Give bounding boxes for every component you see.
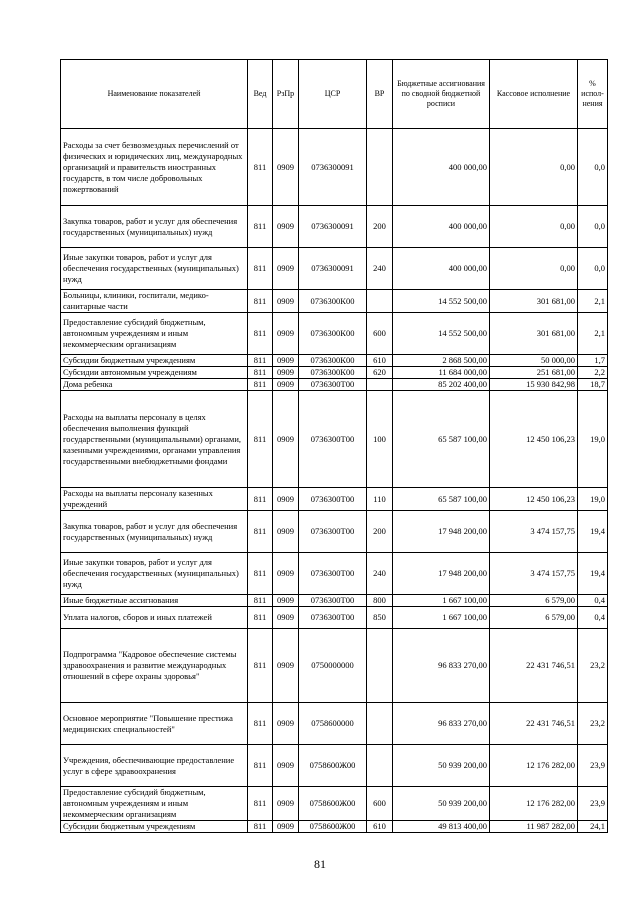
cell-ved: 811 <box>248 703 273 745</box>
cell-name: Закупка товаров, работ и услуг для обеспечения государственных (муниципальных) нужд <box>61 511 248 553</box>
cell-csr: 0758600000 <box>299 703 367 745</box>
cell-pct: 2,2 <box>578 367 608 379</box>
cell-cash: 6 579,00 <box>490 595 578 607</box>
cell-pct: 2,1 <box>578 290 608 313</box>
table-row <box>61 379 608 391</box>
table-row <box>61 290 608 313</box>
cell-cash: 251 681,00 <box>490 367 578 379</box>
cell-ved: 811 <box>248 511 273 553</box>
cell-rzpr: 0909 <box>273 629 299 703</box>
cell-cash: 12 176 282,00 <box>490 787 578 821</box>
cell-pct: 23,2 <box>578 629 608 703</box>
header-ved: Вед <box>248 60 273 129</box>
cell-vr: 600 <box>367 787 393 821</box>
cell-assign: 65 587 100,00 <box>393 488 490 511</box>
cell-vr: 110 <box>367 488 393 511</box>
cell-assign: 17 948 200,00 <box>393 511 490 553</box>
cell-csr: 0736300091 <box>299 248 367 290</box>
cell-cash: 301 681,00 <box>490 313 578 355</box>
cell-ved: 811 <box>248 367 273 379</box>
cell-name: Дома ребенка <box>61 379 248 391</box>
table-row <box>61 488 608 511</box>
cell-pct: 23,9 <box>578 745 608 787</box>
cell-pct: 2,1 <box>578 313 608 355</box>
cell-csr: 0736300Т00 <box>299 595 367 607</box>
cell-cash: 22 431 746,51 <box>490 703 578 745</box>
cell-vr: 800 <box>367 595 393 607</box>
cell-vr: 200 <box>367 206 393 248</box>
table-row <box>61 511 608 553</box>
cell-rzpr: 0909 <box>273 511 299 553</box>
table-row <box>61 787 608 821</box>
cell-assign: 11 684 000,00 <box>393 367 490 379</box>
cell-cash: 12 450 106,23 <box>490 488 578 511</box>
cell-ved: 811 <box>248 488 273 511</box>
cell-cash: 0,00 <box>490 248 578 290</box>
cell-rzpr: 0909 <box>273 248 299 290</box>
cell-pct: 0,4 <box>578 595 608 607</box>
cell-vr: 600 <box>367 313 393 355</box>
table-row <box>61 607 608 629</box>
table-row <box>61 313 608 355</box>
cell-assign: 96 833 270,00 <box>393 629 490 703</box>
cell-ved: 811 <box>248 290 273 313</box>
cell-csr: 0758600Ж00 <box>299 821 367 833</box>
cell-vr: 610 <box>367 821 393 833</box>
table-row <box>61 703 608 745</box>
cell-cash: 3 474 157,75 <box>490 553 578 595</box>
budget-execution-table <box>60 59 608 833</box>
cell-ved: 811 <box>248 248 273 290</box>
cell-assign: 49 813 400,00 <box>393 821 490 833</box>
cell-csr: 0736300Т00 <box>299 488 367 511</box>
cell-pct: 0,0 <box>578 206 608 248</box>
cell-rzpr: 0909 <box>273 488 299 511</box>
cell-pct: 19,0 <box>578 391 608 488</box>
cell-pct: 1,7 <box>578 355 608 367</box>
cell-name: Субсидии автономным учреждениям <box>61 367 248 379</box>
cell-cash: 12 450 106,23 <box>490 391 578 488</box>
cell-assign: 14 552 500,00 <box>393 290 490 313</box>
cell-rzpr: 0909 <box>273 821 299 833</box>
cell-csr: 0736300Т00 <box>299 607 367 629</box>
cell-ved: 811 <box>248 379 273 391</box>
cell-pct: 19,0 <box>578 488 608 511</box>
header-cash-execution: Кассовое исполнение <box>490 60 578 129</box>
cell-name: Основное мероприятие "Повышение престижа медицинских специальностей" <box>61 703 248 745</box>
cell-csr: 0736300091 <box>299 206 367 248</box>
cell-cash: 3 474 157,75 <box>490 511 578 553</box>
table-row <box>61 355 608 367</box>
cell-vr: 240 <box>367 553 393 595</box>
cell-pct: 19,4 <box>578 511 608 553</box>
table-row <box>61 129 608 206</box>
cell-cash: 50 000,00 <box>490 355 578 367</box>
cell-assign: 400 000,00 <box>393 248 490 290</box>
cell-vr <box>367 290 393 313</box>
cell-vr: 100 <box>367 391 393 488</box>
cell-cash: 12 176 282,00 <box>490 745 578 787</box>
cell-ved: 811 <box>248 129 273 206</box>
table-row <box>61 367 608 379</box>
cell-vr <box>367 629 393 703</box>
cell-csr: 0736300Т00 <box>299 391 367 488</box>
cell-rzpr: 0909 <box>273 129 299 206</box>
cell-assign: 14 552 500,00 <box>393 313 490 355</box>
cell-assign: 96 833 270,00 <box>393 703 490 745</box>
table-row <box>61 553 608 595</box>
cell-cash: 0,00 <box>490 206 578 248</box>
cell-rzpr: 0909 <box>273 553 299 595</box>
cell-assign: 85 202 400,00 <box>393 379 490 391</box>
table-row <box>61 629 608 703</box>
cell-vr: 850 <box>367 607 393 629</box>
cell-assign: 400 000,00 <box>393 206 490 248</box>
table-row <box>61 821 608 833</box>
cell-name: Субсидии бюджетным учреждениям <box>61 821 248 833</box>
cell-rzpr: 0909 <box>273 703 299 745</box>
table-row <box>61 391 608 488</box>
cell-name: Закупка товаров, работ и услуг для обеспечения государственных (муниципальных) нужд <box>61 206 248 248</box>
cell-ved: 811 <box>248 355 273 367</box>
cell-cash: 6 579,00 <box>490 607 578 629</box>
cell-ved: 811 <box>248 391 273 488</box>
cell-cash: 15 930 842,98 <box>490 379 578 391</box>
cell-vr <box>367 129 393 206</box>
cell-pct: 0,4 <box>578 607 608 629</box>
cell-csr: 0736300К00 <box>299 355 367 367</box>
cell-ved: 811 <box>248 745 273 787</box>
cell-csr: 0750000000 <box>299 629 367 703</box>
cell-pct: 23,9 <box>578 787 608 821</box>
cell-cash: 22 431 746,51 <box>490 629 578 703</box>
cell-ved: 811 <box>248 607 273 629</box>
cell-assign: 50 939 200,00 <box>393 787 490 821</box>
cell-rzpr: 0909 <box>273 206 299 248</box>
cell-name: Больницы, клиники, госпитали, медико-санитарные части <box>61 290 248 313</box>
cell-ved: 811 <box>248 629 273 703</box>
cell-cash: 11 987 282,00 <box>490 821 578 833</box>
cell-name: Расходы за счет безвозмездных перечислений от физических и юридических лиц, международных организаций и правительств иностранных государств, в том числе добровольных пожертвований <box>61 129 248 206</box>
cell-vr: 240 <box>367 248 393 290</box>
header-name: Наименование показателей <box>61 60 248 129</box>
cell-rzpr: 0909 <box>273 379 299 391</box>
cell-assign: 1 667 100,00 <box>393 595 490 607</box>
table-body <box>61 129 608 833</box>
cell-csr: 0736300К00 <box>299 313 367 355</box>
cell-ved: 811 <box>248 553 273 595</box>
cell-assign: 2 868 500,00 <box>393 355 490 367</box>
cell-rzpr: 0909 <box>273 313 299 355</box>
cell-vr: 610 <box>367 355 393 367</box>
table-row <box>61 745 608 787</box>
cell-assign: 65 587 100,00 <box>393 391 490 488</box>
cell-csr: 0758600Ж00 <box>299 745 367 787</box>
cell-assign: 17 948 200,00 <box>393 553 490 595</box>
header-assignments: Бюджетные ассигнования по сводной бюджетной росписи <box>393 60 490 129</box>
page-number: 81 <box>314 857 326 871</box>
table-row <box>61 206 608 248</box>
cell-vr: 620 <box>367 367 393 379</box>
cell-ved: 811 <box>248 313 273 355</box>
cell-assign: 50 939 200,00 <box>393 745 490 787</box>
cell-name: Расходы на выплаты персоналу казенных учреждений <box>61 488 248 511</box>
cell-pct: 18,7 <box>578 379 608 391</box>
table-header-row <box>61 60 608 129</box>
cell-pct: 0,0 <box>578 248 608 290</box>
cell-vr <box>367 379 393 391</box>
header-vr: ВР <box>367 60 393 129</box>
cell-csr: 0736300Т00 <box>299 553 367 595</box>
cell-ved: 811 <box>248 206 273 248</box>
header-csr: ЦСР <box>299 60 367 129</box>
cell-csr: 0736300Т00 <box>299 511 367 553</box>
cell-csr: 0736300091 <box>299 129 367 206</box>
cell-pct: 0,0 <box>578 129 608 206</box>
cell-name: Субсидии бюджетным учреждениям <box>61 355 248 367</box>
cell-name: Подпрограмма "Кадровое обеспечение системы здравоохранения и развитие международных отношений в сфере охраны здоровья" <box>61 629 248 703</box>
header-rzpr: РзПр <box>273 60 299 129</box>
cell-pct: 19,4 <box>578 553 608 595</box>
cell-csr: 0736300К00 <box>299 290 367 313</box>
cell-vr <box>367 703 393 745</box>
cell-name: Предоставление субсидий бюджетным, автономным учреждениям и иным некоммерческим организациям <box>61 313 248 355</box>
cell-csr: 0758600Ж00 <box>299 787 367 821</box>
cell-rzpr: 0909 <box>273 595 299 607</box>
cell-name: Иные закупки товаров, работ и услуг для обеспечения государственных (муниципальных) нужд <box>61 553 248 595</box>
cell-cash: 0,00 <box>490 129 578 206</box>
cell-ved: 811 <box>248 787 273 821</box>
header-percent: % испол- нения <box>578 60 608 129</box>
cell-cash: 301 681,00 <box>490 290 578 313</box>
cell-rzpr: 0909 <box>273 367 299 379</box>
cell-ved: 811 <box>248 821 273 833</box>
cell-vr <box>367 745 393 787</box>
cell-name: Уплата налогов, сборов и иных платежей <box>61 607 248 629</box>
cell-csr: 0736300Т00 <box>299 379 367 391</box>
cell-name: Иные закупки товаров, работ и услуг для обеспечения государственных (муниципальных) нужд <box>61 248 248 290</box>
cell-rzpr: 0909 <box>273 290 299 313</box>
cell-rzpr: 0909 <box>273 355 299 367</box>
cell-vr: 200 <box>367 511 393 553</box>
cell-rzpr: 0909 <box>273 607 299 629</box>
cell-pct: 23,2 <box>578 703 608 745</box>
cell-assign: 1 667 100,00 <box>393 607 490 629</box>
table-row <box>61 595 608 607</box>
cell-ved: 811 <box>248 595 273 607</box>
cell-rzpr: 0909 <box>273 391 299 488</box>
cell-assign: 400 000,00 <box>393 129 490 206</box>
cell-csr: 0736300К00 <box>299 367 367 379</box>
cell-name: Учреждения, обеспечивающие предоставление услуг в сфере здравоохранения <box>61 745 248 787</box>
cell-pct: 24,1 <box>578 821 608 833</box>
cell-rzpr: 0909 <box>273 787 299 821</box>
cell-name: Иные бюджетные ассигнования <box>61 595 248 607</box>
table-row <box>61 248 608 290</box>
cell-name: Предоставление субсидий бюджетным, автономным учреждениям и иным некоммерческим организациям <box>61 787 248 821</box>
cell-rzpr: 0909 <box>273 745 299 787</box>
cell-name: Расходы на выплаты персоналу в целях обеспечения выполнения функций государственными (муниципальными) органами, казенными учреждениями, органами управления государственными внебюджетными фондами <box>61 391 248 488</box>
